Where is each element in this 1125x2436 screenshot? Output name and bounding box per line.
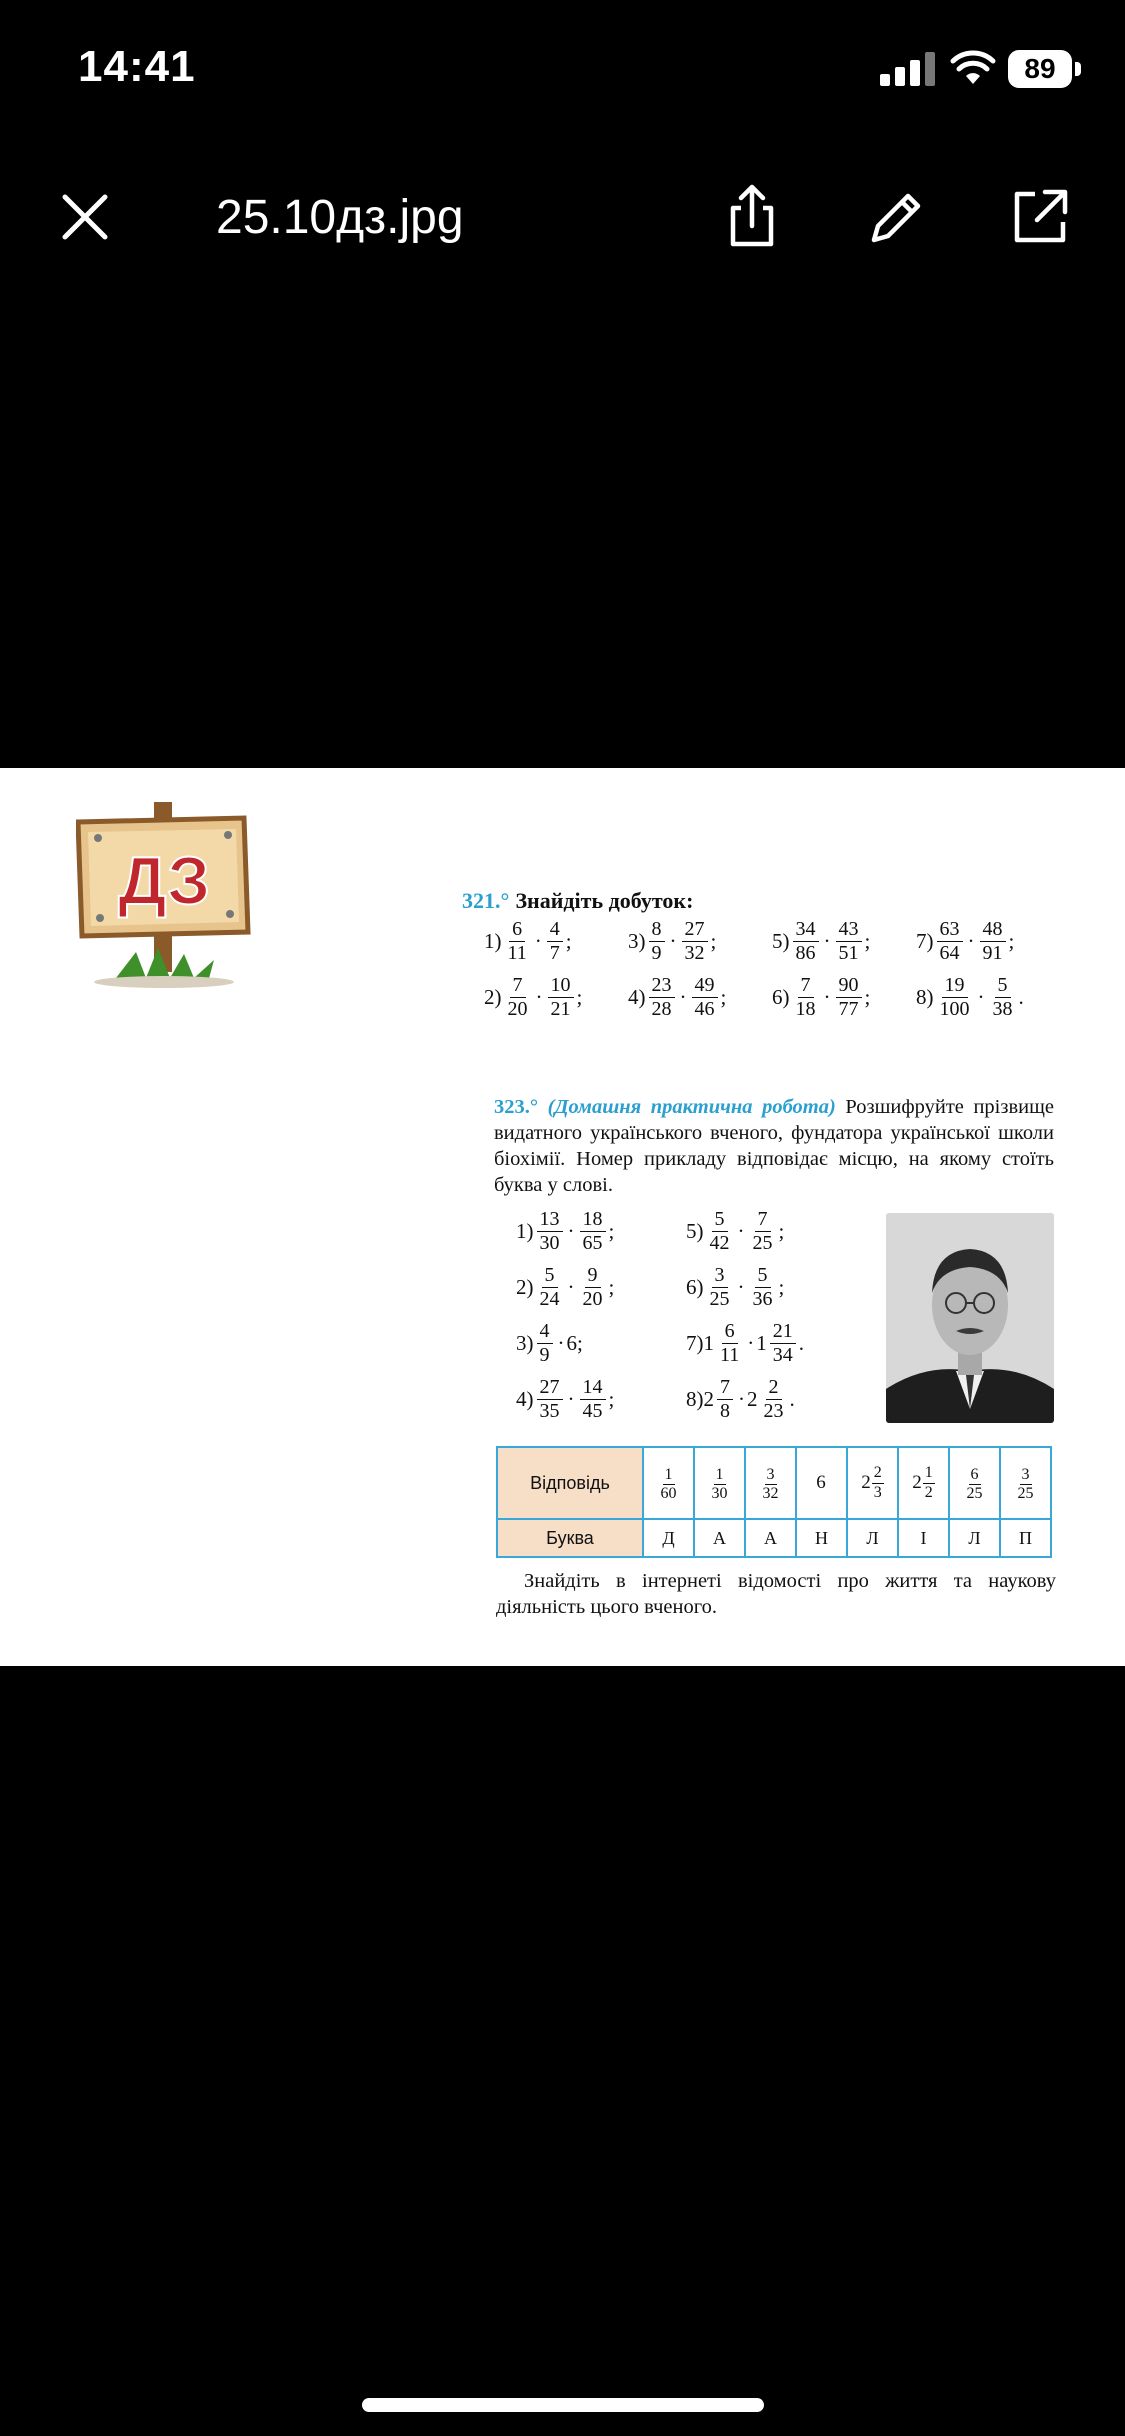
- denominator: 30: [711, 1485, 728, 1502]
- multiply-dot: ·: [679, 985, 687, 1009]
- letter-header-cell: Буква: [497, 1519, 643, 1557]
- multiply-dot: ·: [534, 929, 542, 953]
- fraction: [661, 1466, 677, 1504]
- numerator: 4: [547, 918, 563, 942]
- numerator: 13: [537, 1208, 563, 1232]
- denominator: 35: [539, 1400, 560, 1422]
- numerator: 4: [537, 1320, 553, 1344]
- denominator: 18: [795, 998, 816, 1020]
- denominator: 32: [684, 942, 705, 964]
- fraction: [505, 918, 530, 965]
- fraction: [707, 1264, 733, 1311]
- exercise-321-item: [484, 974, 582, 1021]
- numerator: 3: [712, 1264, 728, 1288]
- fraction: [937, 918, 963, 965]
- whole-part: 2: [861, 1472, 871, 1493]
- answer-value: [661, 1466, 677, 1504]
- fraction: [580, 1208, 606, 1255]
- numerator: 8: [649, 918, 665, 942]
- denominator: 32: [762, 1485, 779, 1502]
- fraction: [836, 918, 862, 965]
- answer-cell: [1000, 1447, 1051, 1519]
- letter-cell: А: [745, 1519, 796, 1557]
- denominator: 9: [651, 942, 662, 964]
- multiply-dot: ·: [823, 985, 831, 1009]
- denominator: 21: [550, 998, 571, 1020]
- fraction: [770, 1320, 796, 1367]
- exercise-323-item: [516, 1264, 614, 1311]
- share-icon[interactable]: [717, 182, 787, 252]
- whole-number: 1: [756, 1331, 767, 1355]
- item-end: ;: [608, 1275, 615, 1299]
- exercise-321-item: [916, 974, 1024, 1021]
- item-end: ;: [864, 985, 871, 1009]
- numerator: 14: [580, 1376, 606, 1400]
- whole-number: 2: [747, 1387, 758, 1411]
- numerator: 49: [692, 974, 718, 998]
- fraction: [547, 918, 563, 965]
- fraction: [793, 974, 819, 1021]
- denominator: 28: [651, 998, 672, 1020]
- denominator: 100: [939, 998, 970, 1020]
- fraction: [763, 1466, 779, 1504]
- denominator: 2: [924, 1483, 933, 1501]
- multiply-dot: ·: [747, 1331, 755, 1355]
- sign-text: ДЗ: [118, 843, 210, 919]
- denominator: 11: [507, 942, 527, 964]
- item-end: ;: [565, 929, 572, 953]
- answer-value: [763, 1466, 779, 1504]
- fraction: [537, 1264, 563, 1311]
- denominator: 65: [582, 1232, 603, 1254]
- exercise-323: [494, 1094, 1054, 1198]
- exercise-323-item: [686, 1208, 784, 1255]
- exercise-321-item: [628, 918, 716, 965]
- exercise-321-item: [628, 974, 726, 1021]
- numerator: 3: [1020, 1466, 1032, 1485]
- numerator: 5: [995, 974, 1011, 998]
- fraction: [761, 1376, 787, 1423]
- fraction: [580, 1264, 606, 1311]
- numerator: 3: [765, 1466, 777, 1485]
- denominator: 30: [539, 1232, 560, 1254]
- numerator: 1: [663, 1466, 675, 1485]
- edit-pencil-icon[interactable]: [862, 182, 932, 252]
- status-time: 14:41: [78, 42, 196, 91]
- letter-cell: Д: [643, 1519, 694, 1557]
- exercise-321-item: [772, 918, 870, 965]
- denominator: 60: [660, 1485, 677, 1502]
- answer-value: [861, 1464, 884, 1502]
- item-label: 4): [628, 985, 646, 1009]
- exercise-323-item: [516, 1320, 583, 1367]
- item-end: ;: [576, 985, 583, 1009]
- item-end: .: [1018, 985, 1024, 1009]
- answer-cell: [898, 1447, 949, 1519]
- item-label: 5): [772, 929, 790, 953]
- denominator: 38: [992, 998, 1013, 1020]
- denominator: 34: [772, 1344, 793, 1366]
- item-label: 8): [916, 985, 934, 1009]
- home-indicator[interactable]: [362, 2398, 764, 2412]
- fraction: [548, 974, 574, 1021]
- fraction: [712, 1466, 728, 1504]
- whole-number: 6;: [566, 1331, 583, 1355]
- fraction: [717, 1376, 733, 1423]
- answer-key-table: [496, 1446, 1052, 1558]
- numerator: 2: [872, 1464, 884, 1483]
- numerator: 7: [717, 1376, 733, 1400]
- item-label: 5): [686, 1219, 704, 1243]
- battery-level: 89: [1008, 50, 1072, 88]
- multiply-dot: ·: [535, 985, 543, 1009]
- answer-cell: [643, 1447, 694, 1519]
- item-label: 1): [484, 929, 502, 953]
- item-label: 6): [686, 1275, 704, 1299]
- multiply-dot: ·: [567, 1387, 575, 1411]
- denominator: 25: [752, 1232, 773, 1254]
- denominator: 24: [539, 1288, 560, 1310]
- fraction: [980, 918, 1006, 965]
- numerator: 6: [969, 1466, 981, 1485]
- homework-image[interactable]: [0, 768, 1125, 1666]
- item-label: 6): [772, 985, 790, 1009]
- item-label: 7): [916, 929, 934, 953]
- viewer-toolbar: [0, 160, 1125, 270]
- battery-tip: [1075, 62, 1081, 76]
- whole-part: 2: [912, 1472, 922, 1493]
- letter-cell: І: [898, 1519, 949, 1557]
- homework-sign-illustration: [76, 802, 252, 988]
- numerator: 43: [836, 918, 862, 942]
- denominator: 86: [795, 942, 816, 964]
- denominator: 20: [507, 998, 528, 1020]
- multiply-dot: ·: [823, 929, 831, 953]
- denominator: 9: [539, 1344, 550, 1366]
- exercise-321-item: [772, 974, 870, 1021]
- denominator: 36: [752, 1288, 773, 1310]
- scientist-portrait: [886, 1213, 1054, 1423]
- multiply-dot: ·: [567, 1275, 575, 1299]
- cellular-signal-icon: [880, 52, 936, 86]
- exercise-323-item: [686, 1264, 784, 1311]
- fraction: [649, 918, 665, 965]
- multiply-dot: ·: [567, 1219, 575, 1243]
- fraction: [649, 974, 675, 1021]
- item-end: .: [789, 1387, 795, 1411]
- fraction: [967, 1466, 983, 1504]
- numerator: 21: [770, 1320, 796, 1344]
- fraction: [923, 1464, 935, 1502]
- fraction: [505, 974, 531, 1021]
- exercise-323-item: [686, 1376, 795, 1423]
- exercise-text: Розшифруйте прізвище видатного українського вченого, фундатора української школи біохімії. Номер прикладу відповідає місцю, на якому стоїть буква у слові.: [494, 1096, 1055, 1196]
- answer-value: [816, 1472, 827, 1494]
- exercise-title: (Домашня практична робота): [547, 1096, 836, 1118]
- item-end: ;: [864, 929, 871, 953]
- exercise-footnote: Знайдіть в інтернеті відомості про життя та наукову діяльність цього вченого.: [496, 1570, 1056, 1618]
- item-label: 7): [686, 1331, 704, 1355]
- denominator: 46: [694, 998, 715, 1020]
- fraction: [937, 974, 973, 1021]
- item-label: 2): [516, 1275, 534, 1299]
- letter-cell: А: [694, 1519, 745, 1557]
- numerator: 5: [542, 1264, 558, 1288]
- exercise-323-item: [516, 1208, 614, 1255]
- answer-value: [912, 1464, 935, 1502]
- multiply-dot: ·: [737, 1275, 745, 1299]
- fraction: [537, 1376, 563, 1423]
- item-end: ;: [778, 1275, 785, 1299]
- fraction: [537, 1208, 563, 1255]
- multiply-dot: ·: [738, 1387, 745, 1411]
- item-end: ;: [720, 985, 727, 1009]
- answer-value: [712, 1466, 728, 1504]
- item-end: ;: [608, 1219, 615, 1243]
- denominator: 8: [720, 1400, 730, 1422]
- numerator: 5: [712, 1208, 728, 1232]
- numerator: 48: [980, 918, 1006, 942]
- numerator: 6: [509, 918, 525, 942]
- numerator: 27: [682, 918, 708, 942]
- numerator: 27: [537, 1376, 563, 1400]
- answer-header-cell: Відповідь: [497, 1447, 643, 1519]
- numerator: 19: [942, 974, 968, 998]
- denominator: 25: [709, 1288, 730, 1310]
- exercise-321-item: [484, 918, 572, 965]
- exercise-number: 323.°: [494, 1096, 539, 1118]
- exercise-323-item: [516, 1376, 614, 1423]
- fraction: [990, 974, 1016, 1021]
- item-end: ;: [1008, 929, 1015, 953]
- item-label: 3): [516, 1331, 534, 1355]
- item-label: 2): [484, 985, 502, 1009]
- item-label: 3): [628, 929, 646, 953]
- numerator: 34: [793, 918, 819, 942]
- numerator: 9: [585, 1264, 601, 1288]
- item-label: 4): [516, 1387, 534, 1411]
- item-label: 8): [686, 1387, 704, 1411]
- numerator: 7: [510, 974, 526, 998]
- item-label: 1): [516, 1219, 534, 1243]
- fraction: [750, 1264, 776, 1311]
- numerator: 1: [923, 1464, 935, 1483]
- denominator: 51: [838, 942, 859, 964]
- denominator: 64: [939, 942, 960, 964]
- fraction: [1018, 1466, 1034, 1504]
- denominator: 3: [873, 1483, 882, 1501]
- numerator: 7: [798, 974, 814, 998]
- fraction: [836, 974, 862, 1021]
- denominator: 20: [582, 1288, 603, 1310]
- exercise-heading: Знайдіть добуток:: [515, 888, 694, 913]
- answer-value: [1018, 1466, 1034, 1504]
- numerator: 1: [714, 1466, 726, 1485]
- numerator: 7: [755, 1208, 771, 1232]
- fraction: [537, 1320, 553, 1367]
- exercise-323-item: [686, 1320, 804, 1367]
- numerator: 2: [766, 1376, 782, 1400]
- multiply-dot: ·: [967, 929, 975, 953]
- letter-cell: Н: [796, 1519, 847, 1557]
- fraction: [750, 1208, 776, 1255]
- file-name-title: 25.10дз.jpg: [216, 191, 464, 244]
- whole-number: 1: [703, 1331, 714, 1355]
- multiply-dot: ·: [669, 929, 677, 953]
- status-bar: [0, 0, 1125, 140]
- numerator: 6: [722, 1320, 738, 1344]
- denominator: 91: [982, 942, 1003, 964]
- letter-cell: Л: [949, 1519, 1000, 1557]
- open-external-icon[interactable]: [1005, 182, 1075, 252]
- numerator: 90: [836, 974, 862, 998]
- answer-cell: [796, 1447, 847, 1519]
- numerator: 18: [580, 1208, 606, 1232]
- exercise-321-item: [916, 918, 1014, 965]
- answer-value: [967, 1466, 983, 1504]
- numerator: 63: [937, 918, 963, 942]
- fraction: [793, 918, 819, 965]
- letter-cell: Л: [847, 1519, 898, 1557]
- denominator: 25: [1017, 1485, 1034, 1502]
- close-icon[interactable]: [50, 182, 120, 252]
- answer-cell: [694, 1447, 745, 1519]
- item-end: ;: [778, 1219, 785, 1243]
- whole-part: 6: [816, 1472, 826, 1493]
- answer-cell: [745, 1447, 796, 1519]
- numerator: 10: [548, 974, 574, 998]
- denominator: 7: [549, 942, 560, 964]
- item-end: .: [798, 1331, 805, 1355]
- fraction: [580, 1376, 606, 1423]
- item-end: ;: [608, 1387, 615, 1411]
- fraction: [872, 1464, 884, 1502]
- answer-cell: [847, 1447, 898, 1519]
- denominator: 42: [709, 1232, 730, 1254]
- denominator: 23: [763, 1400, 784, 1422]
- battery-icon: [1008, 50, 1082, 88]
- multiply-dot: ·: [557, 1331, 565, 1355]
- fraction: [692, 974, 718, 1021]
- denominator: 25: [966, 1485, 983, 1502]
- fraction: [707, 1208, 733, 1255]
- denominator: 77: [838, 998, 859, 1020]
- denominator: 45: [582, 1400, 603, 1422]
- wifi-icon: [950, 50, 996, 86]
- multiply-dot: ·: [737, 1219, 745, 1243]
- numerator: 5: [755, 1264, 771, 1288]
- whole-number: 2: [703, 1387, 714, 1411]
- numerator: 23: [649, 974, 675, 998]
- multiply-dot: ·: [977, 985, 985, 1009]
- item-end: ;: [710, 929, 717, 953]
- fraction: [682, 918, 708, 965]
- letter-cell: П: [1000, 1519, 1051, 1557]
- denominator: 11: [720, 1344, 740, 1366]
- answer-cell: [949, 1447, 1000, 1519]
- exercise-number: 321.°: [462, 888, 510, 913]
- fraction: [717, 1320, 742, 1367]
